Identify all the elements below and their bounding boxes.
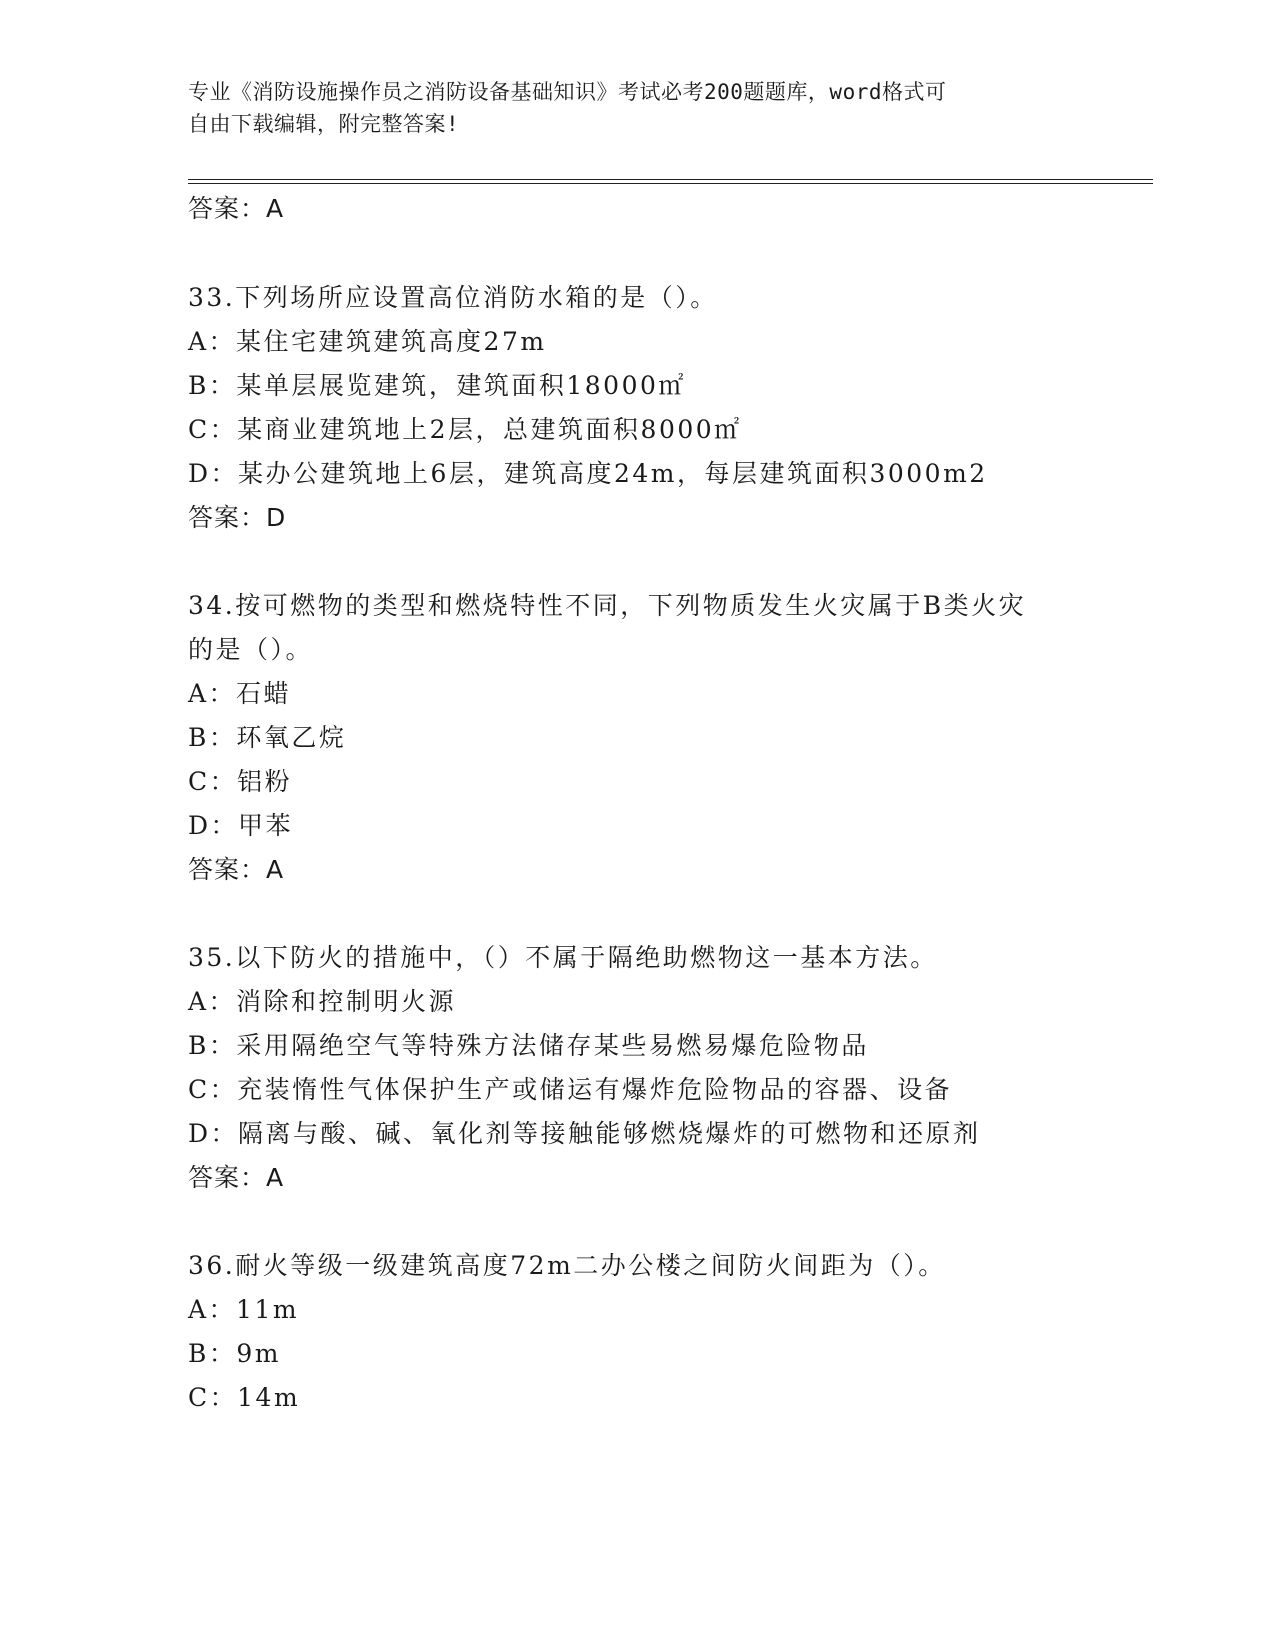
question-34-option-a: A：石蜡 (188, 679, 292, 708)
question-33-option-b: B：某单层展览建筑，建筑面积18000㎡ (188, 371, 686, 400)
question-34-stem: 34.按可燃物的类型和燃烧特性不同，下列物质发生火灾属于B类火灾 (188, 591, 1027, 620)
question-34-option-b: B：环氧乙烷 (188, 723, 347, 752)
header-rule-top (188, 179, 1153, 180)
question-35-option-d: D：隔离与酸、碱、氧化剂等接触能够燃烧爆炸的可燃物和还原剂 (188, 1119, 981, 1148)
question-35-stem: 35.以下防火的措施中，（）不属于隔绝助燃物这一基本方法。 (188, 943, 938, 972)
question-33-stem: 33.下列场所应设置高位消防水箱的是（）。 (188, 283, 718, 312)
question-36-option-a: A：11m (188, 1295, 300, 1324)
question-36-option-b: B：9m (188, 1339, 281, 1368)
previous-answer: 答案：A (188, 194, 285, 223)
header-rule-bottom (188, 183, 1153, 184)
question-34-answer: 答案：A (188, 855, 285, 884)
question-33-answer: 答案：D (188, 503, 287, 532)
header-line-1: 专业《消防设施操作员之消防设备基础知识》考试必考200题题库，word格式可 (188, 80, 947, 104)
question-34-option-c: C：铝粉 (188, 767, 293, 796)
question-35-option-a: A：消除和控制明火源 (188, 987, 457, 1016)
question-33-option-d: D：某办公建筑地上6层，建筑高度24m，每层建筑面积3000m2 (188, 459, 988, 488)
question-35-answer: 答案：A (188, 1163, 285, 1192)
question-33-option-c: C：某商业建筑地上2层，总建筑面积8000㎡ (188, 415, 742, 444)
document-header (188, 76, 1068, 140)
question-34-option-d: D：甲苯 (188, 811, 294, 840)
question-36-option-c: C：14m (188, 1383, 301, 1412)
question-33-option-a: A：某住宅建筑建筑高度27m (188, 327, 547, 356)
question-35-option-b: B：采用隔绝空气等特殊方法储存某些易燃易爆危险物品 (188, 1031, 869, 1060)
question-36-stem: 36.耐火等级一级建筑高度72m二办公楼之间防火间距为（）。 (188, 1251, 946, 1280)
header-line-2: 自由下载编辑，附完整答案! (188, 112, 460, 136)
question-34-stem-continued: 的是（）。 (188, 635, 314, 664)
question-35-option-c: C：充装惰性气体保护生产或储运有爆炸危险物品的容器、设备 (188, 1075, 953, 1104)
